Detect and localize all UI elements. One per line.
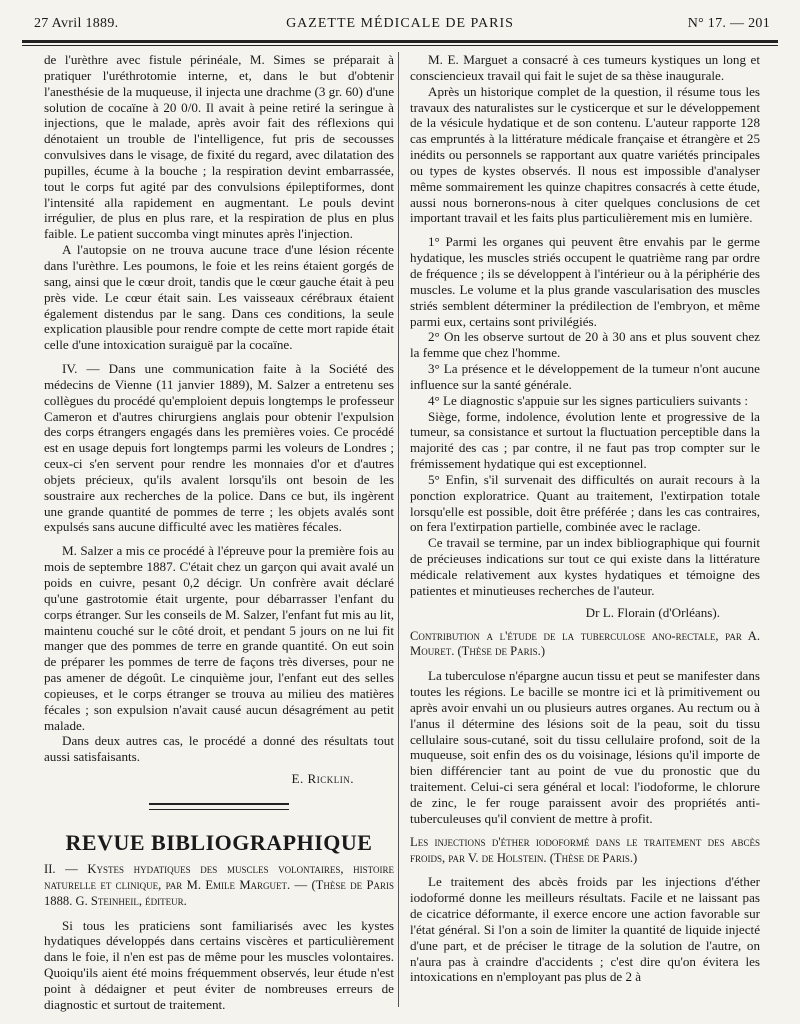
journal-title: GAZETTE MÉDICALE DE PARIS (286, 16, 514, 31)
conclusion-item: 5° Enfin, s'il survenait des difficultés on aurait recours à la ponction exploratrice. Quant au traitement, l'extirpation totale lorsqu'elle est possible, doit être préférée ; dans les cas contraires, on fera l'extirpation partielle, combinée avec le raclage. (410, 471, 760, 535)
header-rule-thin (22, 45, 778, 46)
article-paragraph: A l'autopsie on ne trouva aucune trace d'une lésion récente dans l'urèthre. Les poumons, le foie et les reins étaient gorgés de sang, ainsi que le cœur droit, tandis que le cœur gauche était à peu près vide. Le cœur était sain. Les vaisseaux cérébraux étaient également distendus par le sang. Dans ces conditions, la seule explication plausible pour rendre compte de cette mort rapide était celle d'une intoxication suraiguë par la cocaïne. (44, 242, 394, 353)
article-paragraph: Dans deux autres cas, le procédé a donné des résultats tout aussi satisfaisants. (44, 733, 394, 765)
article-paragraph: M. Salzer a mis ce procédé à l'épreuve pour la première fois au mois de septembre 1887. C'était chez un garçon qui avait avalé un poids en cuivre, pesant 0,2 décigr. Un confrère avait déclaré qu'une gastrotomie était urgente, pour débarrasser l'enfant du corps étranger. Sur les conseils de M. Salzer, l'enfant fut mis au lit, maintenu couché sur le côté droit, et pendant 5 jours on ne lui fit manger que des pommes de terre en grande quantité. On eut soin de préparer les pommes de terre de façons très diverses, pour ne pas amener de dégoût. Le cinquième jour, l'enfant eut des selles copieuses, et le corps étranger se trouva au milieu des matières fécales ; son expulsion n'avait causé aucun désagrément au petit malade. (44, 543, 394, 733)
conclusion-item: Siège, forme, indolence, évolution lente et progressive de la tumeur, sa consistance et surtout la fluctuation perceptible dans la majorité des cas ; par contre, il ne faut pas trop compter sur le frémissement hydatique qui est exceptionnel. (410, 408, 760, 472)
left-column (44, 52, 394, 1012)
article-paragraph: La tuberculose n'épargne aucun tissu et peut se manifester dans toutes les régions. Le bacille se montre ici et là primitivement ou après avoir envahi un ou plusieurs autres organes. Au rectum ou à l'anus il détermine des lésions soit de la peau, soit du tissu cellulaire sous-cutané, soit du tissu cellulaire profond, soit de la muqueuse, soit enfin des os du voisinage, lésions qu'il importe de bien différencier tant au point de vue du pronostic que du traitement. Celui-ci sera général et local: l'iodoforme, le chlorure de zinc, le fer rouge paraissent avoir des propriétés anti-tuberculeuses qu'il convient de mettre à profit. (410, 668, 760, 826)
article-paragraph: Ce travail se termine, par un index bibliographique qui fournit de précieuses indications sur tout ce qui existe dans la littérature médicale relativement aux kystes hydatiques et témoigne des patientes et minutieuses recherches de l'auteur. (410, 535, 760, 598)
conclusion-item: 1° Parmi les organes qui peuvent être envahis par le germe hydatique, les muscles striés occupent le quatrième rang par ordre de fréquence ; ils se développent à l'intérieur ou à la périphérie des muscles. Le volume et la plus grande vascularisation des muscles striés semblent déterminer la prédilection de l'embryon, et même parmi eux, certains sont privilégiés. (410, 234, 760, 329)
section-title: REVUE BIBLIOGRAPHIQUE (65, 829, 373, 855)
article-paragraph: Le traitement des abcès froids par les injections d'éther iodoformé donne les meilleurs résultats. Facile et ne laissant pas de cicatrice déformante, il exerce encore une action favorable sur l'état général. Si l'on a soin de limiter la quantité de liquide injecté d'une part, et de préciser le titrage de la solution de l'autre, on n'aura pas à craindre d'accidents ; c'est dire qu'on évitera les intoxications en n'employant pas plus de 2 à (410, 874, 760, 985)
page-number: N° 17. — 201 (687, 16, 770, 31)
section-rule (149, 803, 289, 805)
right-column (410, 52, 760, 1012)
article-paragraph: M. E. Marguet a consacré à ces tumeurs kystiques un long et consciencieux travail qui fait le sujet de sa thèse inaugurale. (410, 52, 760, 83)
bibliography-entry-heading: II. — Kystes hydatiques des muscles volontaires, histoire naturelle et clinique, par M. Emile Marguet. — (Thèse de Paris 1888. G. Steinheil, éditeur. (44, 861, 394, 908)
article-paragraph: IV. — Dans une communication faite à la Société des médecins de Vienne (11 janvier 1889), M. Salzer a entretenu ses collègues du procédé qu'emploient depuis longtemps le professeur Cameron et d'autres chirurgiens anglais pour obtenir l'expulsion des corps étrangers engagés dans les premières voies. Ce procédé est en usage depuis fort longtemps parmi les voleurs de Londres ; ceux-ci s'en servent pour rendre les monnaies d'or et d'autres objets précieux, qu'ils avalent lorsqu'ils ont besoin de les soustraire aux recherches de la police. Dans ce but, ils ingèrent une grande quantité de pommes de terre ; les objets avalés sont expulsés sans aucune difficulté avec les matières fécales. (44, 361, 394, 535)
conclusion-item: 2° On les observe surtout de 20 à 30 ans et plus souvent chez la femme que chez l'homme. (410, 329, 760, 361)
author-signature: Dr L. Florain (d'Orléans). (585, 604, 720, 620)
article-paragraph: Après un historique complet de la question, il résume tous les travaux des naturalistes sur le cysticerque et sur le développement de la vésicule hydatique et de son contenu. L'auteur rapporte 128 cas empruntés à la littérature médicale française et étrangère et 25 inédits ou personnels se rapportant aux quatre variétés principales ou types de kystes observés. Il nous est impossible d'analyser même sommairement les quinze chapitres consacrés à cette étude, aussi nous bornerons-nous à citer quelques conclusions de cet important travail et les faits plus particulièrement mis en lumière. (410, 83, 760, 226)
author-signature: E. Ricklin. (291, 771, 354, 787)
conclusion-item: 3° La présence et le développement de la tumeur n'ont aucune influence sur la santé générale. (410, 361, 760, 392)
header-rule-thick (22, 40, 778, 43)
article-paragraph: de l'urèthre avec fistule périnéale, M. Simes se préparait à pratiquer l'uréthrotomie interne, et, dans le but d'obtenir l'anesthésie de la muqueuse, il injecta une drachme (3 gr. 60) d'une solution de cocaïne à 20 0/0. Il avait à peine retiré la seringue à injections, que le malade, après avoir fait des réflexions qui dénotaient un trouble de l'intelligence, fut pris de secousses convulsives dans le visage, de fixité du regard, avec dilatation des pupilles, écume à la bouche ; la respiration devint embarrassée, tout le corps fut agité par des convulsions épileptiformes, dont l'intensité alla rapidement en augmentant. Le pouls devint irrégulier, de plus en plus rare, et la respiration de plus en plus faible. Le patient succomba vingt minutes après l'injection. (44, 52, 394, 242)
column-divider (398, 52, 399, 1007)
bibliography-entry-heading: Contribution a l'étude de la tuberculose ano-rectale, par A. Mouret. (Thèse de Paris.) (410, 628, 760, 659)
article-paragraph: Si tous les praticiens sont familiarisés avec les kystes hydatiques développés dans certains viscères et particulièrement dans le foie, il n'en est pas de même pour les muscles volontaires. Quoiqu'ils aient été moins fréquemment observés, leur étude n'est point à dédaigner et peut éviter de nombreuses erreurs de diagnostic et surtout de traitement. (44, 917, 394, 1012)
bibliography-entry-heading: Les injections d'éther iodoformé dans le traitement des abcès froids, par V. de Holstein. (Thèse de Paris.) (410, 834, 760, 865)
conclusion-item: 4° Le diagnostic s'appuie sur les signes particuliers suivants : (428, 392, 748, 408)
section-rule (149, 809, 289, 810)
page-header (22, 14, 778, 36)
issue-date: 27 Avril 1889. (34, 16, 119, 31)
